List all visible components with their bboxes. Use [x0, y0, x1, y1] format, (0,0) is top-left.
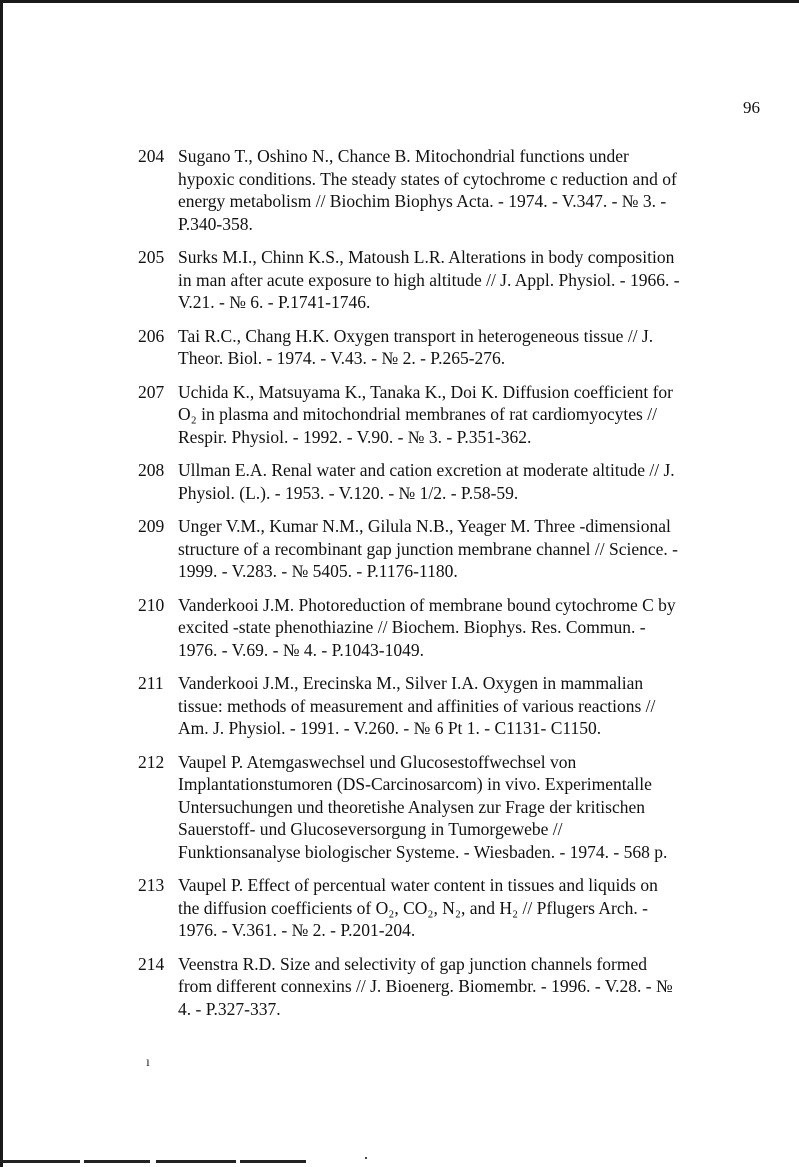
reference-item: [138, 381, 718, 449]
reference-line: Tai R.C., Chang H.K. Oxygen transport in heterogeneous tissue // J.: [178, 325, 654, 346]
reference-line: Veenstra R.D. Size and selectivity of gap junction channels formed: [178, 953, 647, 974]
reference-item: [138, 874, 718, 942]
reference-item: [138, 953, 718, 1021]
reference-line: Sugano T., Oshino N., Chance B. Mitochondrial functions under: [178, 146, 629, 166]
reference-text: [178, 515, 718, 583]
reference-line: Physiol. (L.). - 1953. - V.120. - № 1/2. - P.58-59.: [178, 482, 519, 503]
reference-item: [138, 594, 718, 662]
reference-line: the diffusion coefficients of O₂, CO₂, N₂, and H₂ // Pflugers Arch. -: [178, 897, 648, 918]
stray-mark: ı: [146, 1055, 150, 1070]
reference-item: [138, 145, 718, 235]
reference-text: [178, 874, 718, 942]
reference-line: Theor. Biol. - 1974. - V.43. - № 2. - P.265-276.: [178, 348, 506, 368]
reference-line: Vaupel P. Atemgaswechsel und Glucosestoffwechsel von: [178, 751, 577, 772]
reference-item: [138, 515, 718, 583]
reference-text: [178, 246, 718, 314]
reference-item: [138, 325, 718, 370]
reference-line: Ullman E.A. Renal water and cation excretion at moderate altitude // J.: [178, 460, 675, 480]
reference-text: [178, 594, 718, 662]
reference-line: Funktionsanalyse biologischer Systeme. - Wiesbaden. - 1974. - 568 p.: [178, 841, 668, 862]
reference-line: Uchida K., Matsuyama K., Tanaka K., Doi K. Diffusion coefficient for: [178, 381, 673, 402]
reference-line: 1999. - V.283. - № 5405. - P.1176-1180.: [178, 561, 458, 581]
reference-number: 208: [138, 460, 165, 480]
reference-line: 4. - P.327-337.: [178, 998, 281, 1019]
scan-edge-bottom: [0, 1160, 310, 1163]
reference-item: [138, 246, 718, 314]
reference-line: Vanderkooi J.M., Erecinska M., Silver I.A. Oxygen in mammalian: [178, 673, 644, 693]
reference-line: Surks M.I., Chinn K.S., Matoush L.R. Alterations in body composition: [178, 247, 675, 267]
reference-line: Sauerstoff- und Glucoseversorgung in Tumorgewebe //: [178, 819, 563, 839]
reference-number: 207: [138, 381, 165, 402]
reference-line: energy metabolism // Biochim Biophys Acta. - 1974. - V.347. - № 3. -: [178, 191, 667, 211]
reference-line: Implantationstumoren (DS-Carcinosarcom) in vivo. Experimentalle: [178, 774, 652, 794]
reference-line: P.340-358.: [178, 213, 253, 234]
reference-line: structure of a recombinant gap junction membrane channel // Science. -: [178, 538, 679, 559]
reference-number: 213: [138, 875, 165, 895]
reference-line: Unger V.M., Kumar N.M., Gilula N.B., Yeager M. Three -dimensional: [178, 516, 671, 536]
reference-text: [178, 459, 718, 504]
reference-text: [178, 145, 718, 235]
reference-line: Vaupel P. Effect of percentual water content in tissues and liquids on: [178, 875, 658, 895]
reference-text: [178, 751, 718, 864]
reference-number: 209: [138, 516, 165, 536]
reference-text: [178, 672, 718, 740]
reference-list: [138, 145, 718, 1031]
reference-item: [138, 672, 718, 740]
reference-text: [178, 381, 718, 449]
reference-number: 206: [138, 325, 165, 346]
scan-edge-left: [0, 0, 3, 1167]
reference-line: tissue: methods of measurement and affinities of various reactions //: [178, 695, 656, 716]
reference-item: [138, 751, 718, 864]
reference-line: 1976. - V.69. - № 4. - P.1043-1049.: [178, 639, 424, 660]
reference-number: 214: [138, 953, 165, 974]
scan-edge-top: [0, 0, 799, 3]
reference-line: hypoxic conditions. The steady states of cytochrome c reduction and of: [178, 168, 677, 189]
reference-number: 205: [138, 247, 165, 267]
reference-line: Am. J. Physiol. - 1991. - V.260. - № 6 Pt 1. - C1131- C1150.: [178, 718, 602, 738]
reference-number: 210: [138, 594, 165, 615]
reference-line: from different connexins // J. Bioenerg. Biomembr. - 1996. - V.28. - №: [178, 976, 673, 996]
scan-dot: [365, 1157, 367, 1159]
reference-line: in man after acute exposure to high altitude // J. Appl. Physiol. - 1966. -: [178, 269, 680, 290]
reference-text: [178, 325, 718, 370]
reference-item: [138, 459, 718, 504]
reference-line: excited -state phenothiazine // Biochem. Biophys. Res. Commun. -: [178, 617, 646, 637]
reference-text: [178, 953, 718, 1021]
reference-line: O₂ in plasma and mitochondrial membranes of rat cardiomyocytes //: [178, 404, 657, 424]
page-number: 96: [743, 98, 760, 117]
reference-number: 204: [138, 146, 165, 166]
reference-line: V.21. - № 6. - P.1741-1746.: [178, 292, 371, 312]
reference-number: 212: [138, 751, 165, 772]
reference-line: 1976. - V.361. - № 2. - P.201-204.: [178, 920, 416, 940]
reference-line: Respir. Physiol. - 1992. - V.90. - № 3. - P.351-362.: [178, 426, 532, 447]
reference-number: 211: [138, 673, 164, 693]
reference-line: Untersuchungen und theoretishe Analysen zur Frage der kritischen: [178, 796, 646, 817]
reference-line: Vanderkooi J.M. Photoreduction of membrane bound cytochrome C by: [178, 594, 676, 615]
